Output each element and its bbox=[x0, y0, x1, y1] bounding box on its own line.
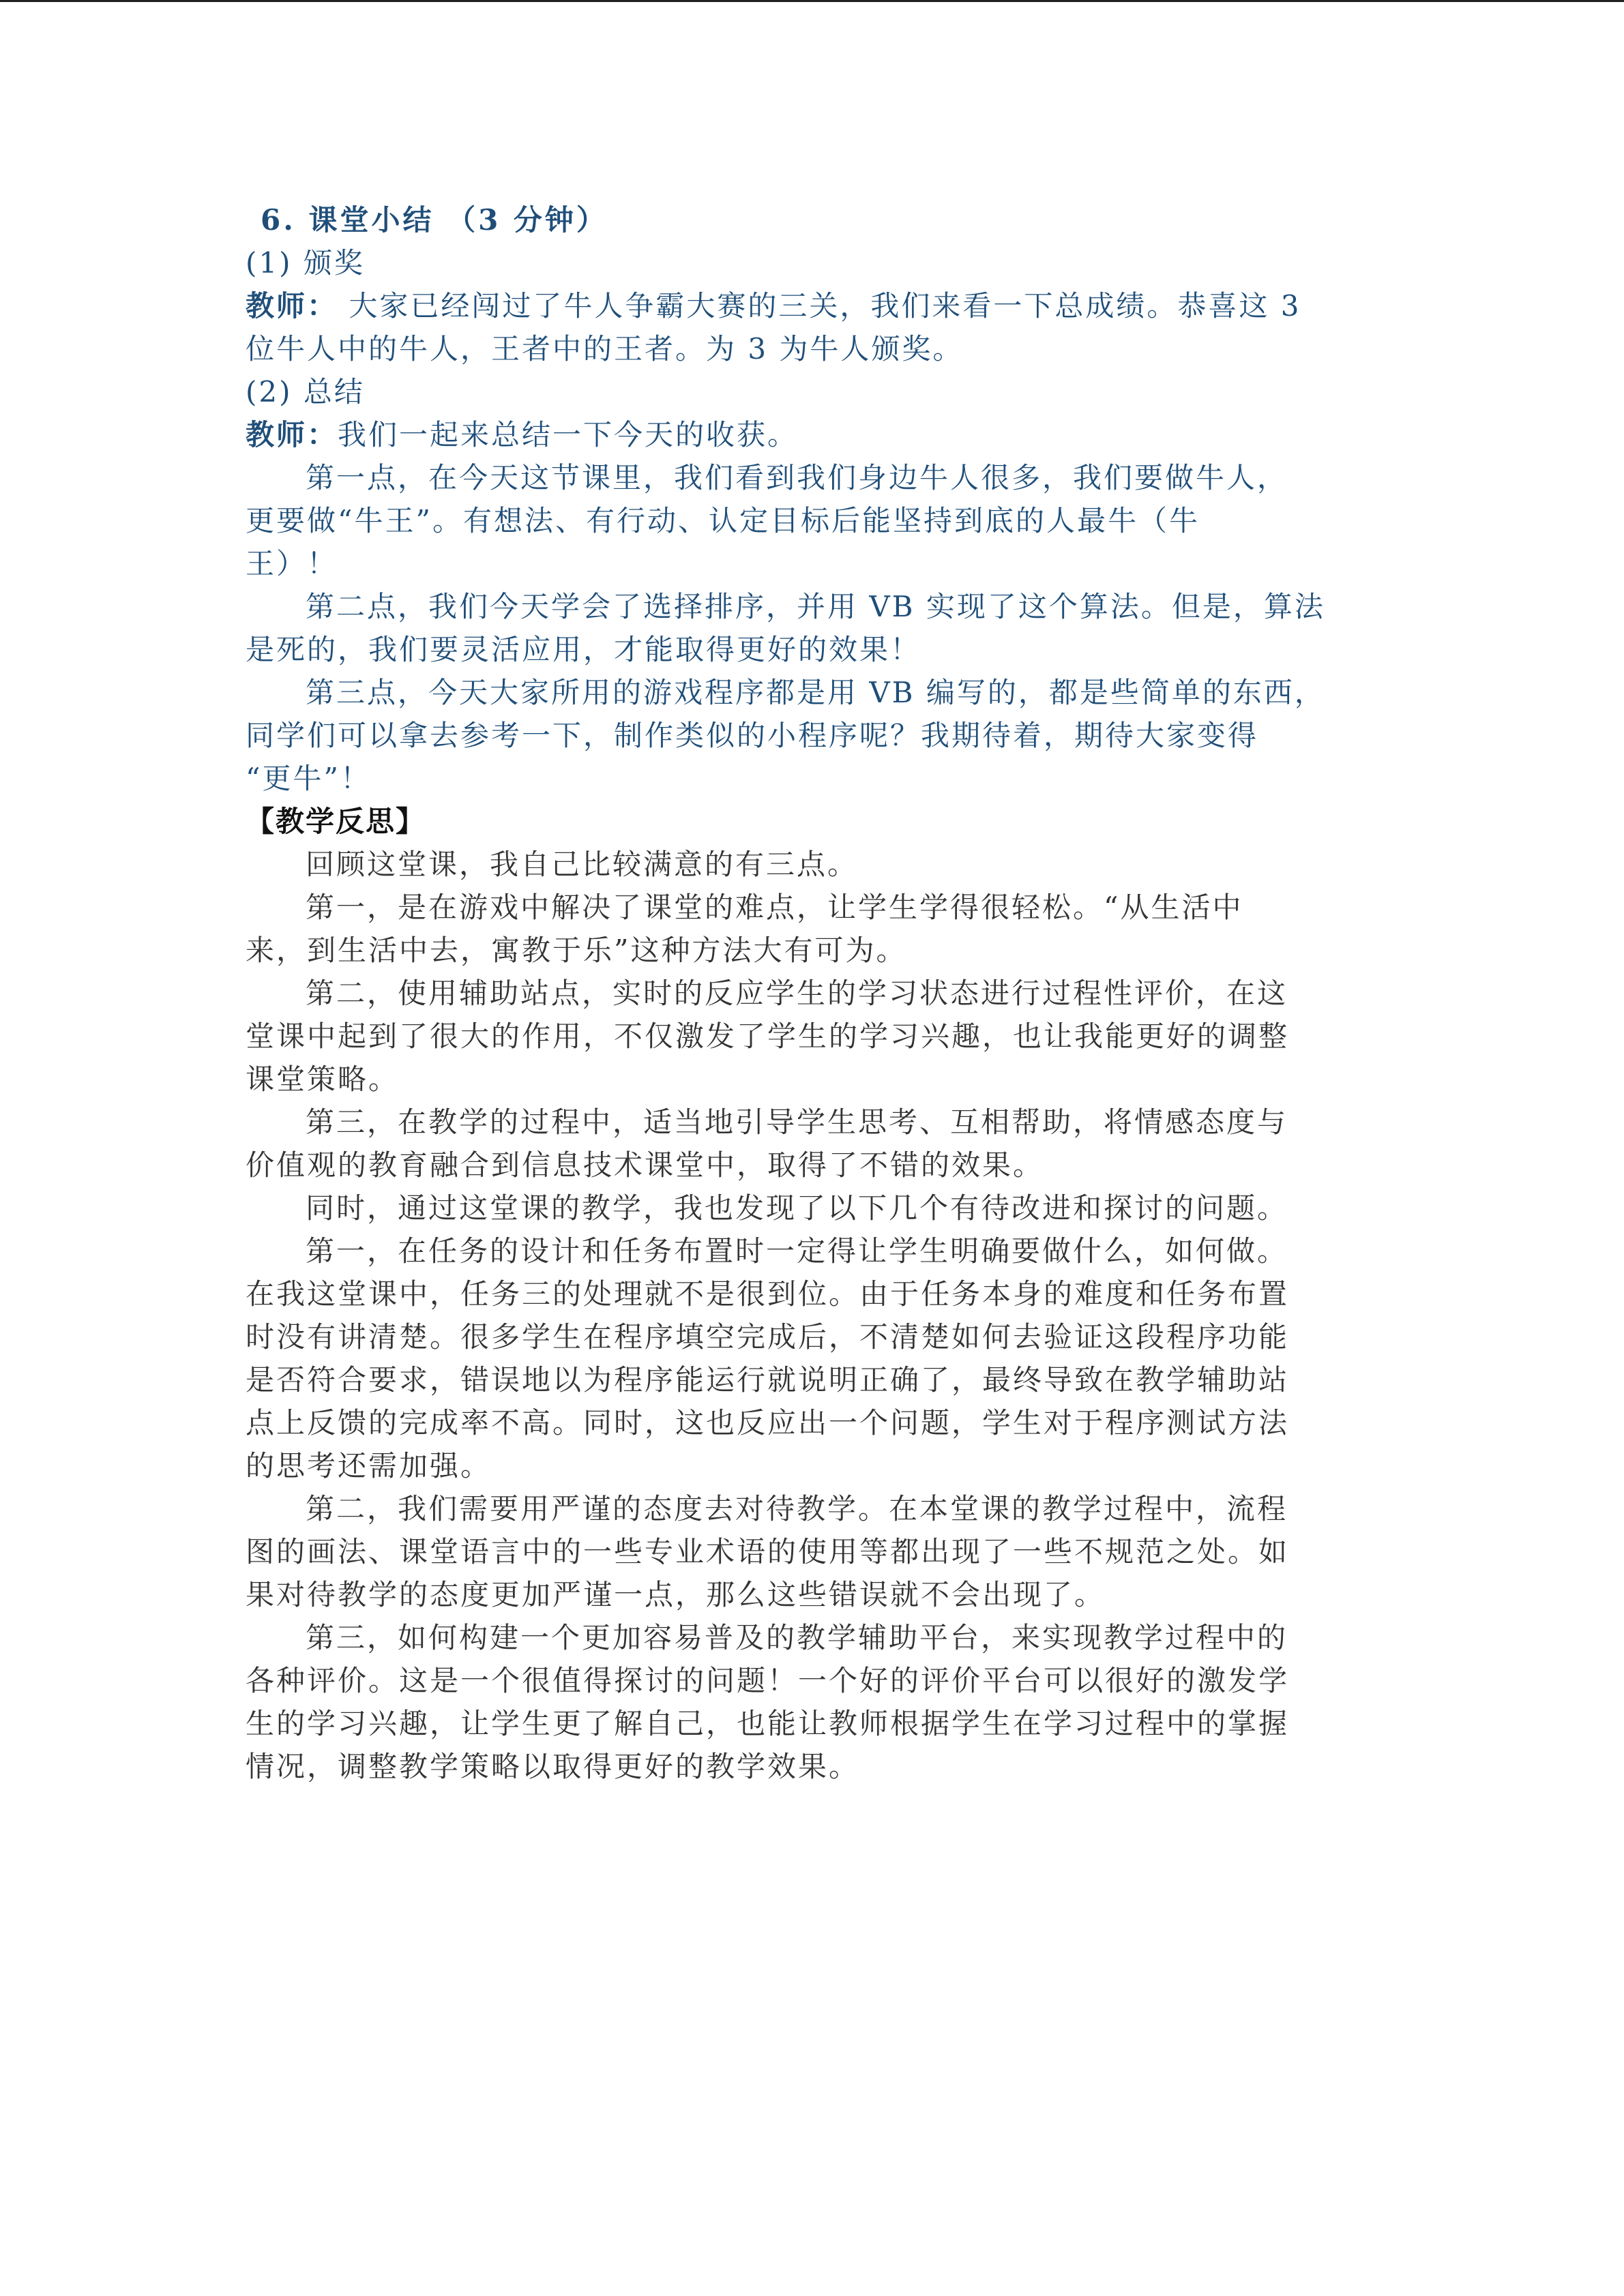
reflection-line: 是否符合要求，错误地以为程序能运行就说明正确了，最终导致在教学辅助站 bbox=[246, 1363, 1290, 1397]
point-3-line-3: “更牛”！ bbox=[246, 762, 371, 795]
reflection-line: 在我这堂课中，任务三的处理就不是很到位。由于任务本身的难度和任务布置 bbox=[246, 1277, 1290, 1311]
reflection-line: 果对待教学的态度更加严谨一点，那么这些错误就不会出现了。 bbox=[246, 1578, 1106, 1611]
teacher-label: 教师： bbox=[246, 289, 338, 323]
point-1-line-2: 更要做“牛王”。有想法、有行动、认定目标后能坚持到底的人最牛（牛 bbox=[246, 504, 1200, 537]
point-3-line-1: 第三点，今天大家所用的游戏程序都是用 VB 编写的，都是些简单的东西， bbox=[306, 676, 1325, 709]
reflection-line: 第一，是在游戏中解决了课堂的难点，让学生学得很轻松。“从生活中 bbox=[306, 891, 1243, 924]
page-content bbox=[246, 198, 1378, 1788]
teacher-text-2: 我们一起来总结一下今天的收获。 bbox=[338, 418, 799, 451]
reflection-title: 【教学反思】 bbox=[246, 805, 426, 838]
reflection-line: 课堂策略。 bbox=[246, 1062, 400, 1096]
point-1-line-3: 王）！ bbox=[246, 547, 338, 580]
reflection-line: 时没有讲清楚。很多学生在程序填空完成后，不清楚如何去验证这段程序功能 bbox=[246, 1320, 1290, 1354]
reflection-line: 情况，调整教学策略以取得更好的教学效果。 bbox=[246, 1750, 860, 1783]
subsection-award: (1) 颁奖 bbox=[246, 246, 365, 280]
point-2-line-1: 第二点，我们今天学会了选择排序，并用 VB 实现了这个算法。但是，算法 bbox=[306, 590, 1325, 623]
section-heading: 6. 课堂小结 （3 分钟） bbox=[261, 203, 608, 237]
point-3-line-2: 同学们可以拿去参考一下，制作类似的小程序呢？我期待着，期待大家变得 bbox=[246, 719, 1259, 752]
point-2-line-2: 是死的，我们要灵活应用，才能取得更好的效果！ bbox=[246, 633, 921, 666]
reflection-line: 的思考还需加强。 bbox=[246, 1449, 492, 1482]
reflection-line: 回顾这堂课，我自己比较满意的有三点。 bbox=[306, 848, 859, 881]
reflection-line: 第二，使用辅助站点，实时的反应学生的学习状态进行过程性评价，在这 bbox=[306, 976, 1288, 1010]
reflection-line: 第三，如何构建一个更加容易普及的教学辅助平台，来实现教学过程中的 bbox=[306, 1621, 1288, 1654]
teacher-paragraph-1-line-1 bbox=[246, 284, 1378, 327]
teacher-label-2: 教师： bbox=[246, 418, 338, 451]
reflection-line: 各种评价。这是一个很值得探讨的问题！一个好的评价平台可以很好的激发学 bbox=[246, 1664, 1290, 1697]
teacher-paragraph-1-line-2: 位牛人中的牛人，王者中的王者。为 3 为牛人颁奖。 bbox=[246, 332, 964, 366]
reflection-line: 图的画法、课堂语言中的一些专业术语的使用等都出现了一些不规范之处。如 bbox=[246, 1535, 1290, 1568]
reflection-line: 点上反馈的完成率不高。同时，这也反应出一个问题，学生对于程序测试方法 bbox=[246, 1406, 1290, 1440]
reflection-line: 堂课中起到了很大的作用，不仅激发了学生的学习兴趣，也让我能更好的调整 bbox=[246, 1019, 1290, 1053]
teacher-text: 大家已经闯过了牛人争霸大赛的三关，我们来看一下总成绩。恭喜这 3 bbox=[338, 289, 1301, 323]
reflection-line: 同时，通过这堂课的教学，我也发现了以下几个有待改进和探讨的问题。 bbox=[306, 1191, 1288, 1225]
reflection-line: 价值观的教育融合到信息技术课堂中，取得了不错的效果。 bbox=[246, 1148, 1044, 1182]
point-1-line-1: 第一点，在今天这节课里，我们看到我们身边牛人很多，我们要做牛人， bbox=[306, 461, 1288, 494]
reflection-line: 第一，在任务的设计和任务布置时一定得让学生明确要做什么，如何做。 bbox=[306, 1234, 1288, 1268]
reflection-line: 生的学习兴趣，让学生更了解自己，也能让教师根据学生在学习过程中的掌握 bbox=[246, 1707, 1290, 1740]
reflection-line: 来，到生活中去，寓教于乐”这种方法大有可为。 bbox=[246, 934, 907, 967]
reflection-line: 第三，在教学的过程中，适当地引导学生思考、互相帮助，将情感态度与 bbox=[306, 1105, 1288, 1139]
teacher-paragraph-2 bbox=[246, 413, 1378, 456]
reflection-line: 第二，我们需要用严谨的态度去对待教学。在本堂课的教学过程中，流程 bbox=[306, 1492, 1288, 1525]
subsection-summary: (2) 总结 bbox=[246, 375, 365, 408]
